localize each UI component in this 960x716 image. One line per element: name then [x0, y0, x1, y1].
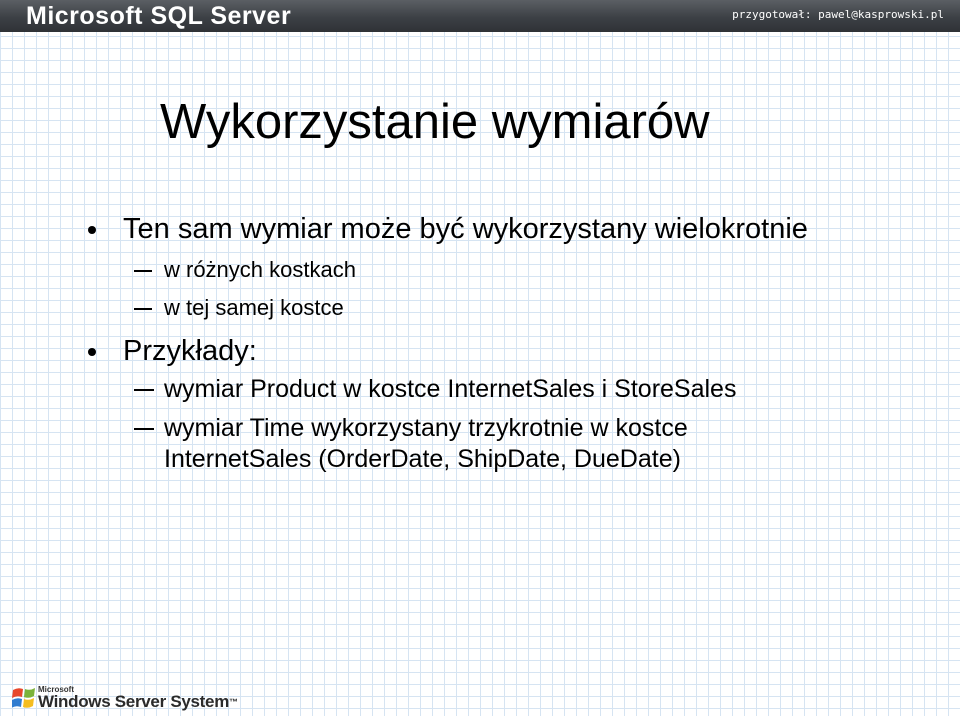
slide-title: Wykorzystanie wymiarów	[160, 95, 710, 149]
bullet-text: Przykłady:	[123, 335, 257, 367]
dash-icon	[134, 389, 154, 391]
sub-bullet-text: wymiar Product w kostce InternetSales i StoreSales	[164, 375, 737, 403]
microsoft-label: Microsoft	[38, 685, 74, 694]
trademark-symbol: ™	[229, 697, 238, 707]
author-credit: przygotował: pawel@kasprowski.pl	[732, 8, 944, 21]
bullet-text: Ten sam wymiar może być wykorzystany wielokrotnie	[123, 213, 808, 245]
sub-bullet-text: w tej samej kostce	[164, 295, 344, 320]
dash-icon	[134, 308, 152, 310]
windows-server-system-logo	[12, 684, 272, 714]
dash-icon	[134, 270, 152, 272]
bullet-dot-icon	[88, 348, 96, 356]
sub-bullet-text: wymiar Time wykorzystany trzykrotnie w kostce	[164, 414, 688, 442]
product-name: Windows Server System	[38, 692, 230, 711]
sub-bullet-text: w różnych kostkach	[164, 257, 356, 282]
sub-bullet-text: InternetSales (OrderDate, ShipDate, DueDate)	[164, 445, 681, 473]
sql-server-logo: Microsoft SQL Server	[26, 2, 292, 30]
windows-flag-icon	[12, 687, 36, 709]
dash-icon	[134, 428, 154, 430]
header-bar	[0, 0, 960, 32]
bullet-dot-icon	[88, 226, 96, 234]
windows-server-system-text	[38, 692, 238, 712]
